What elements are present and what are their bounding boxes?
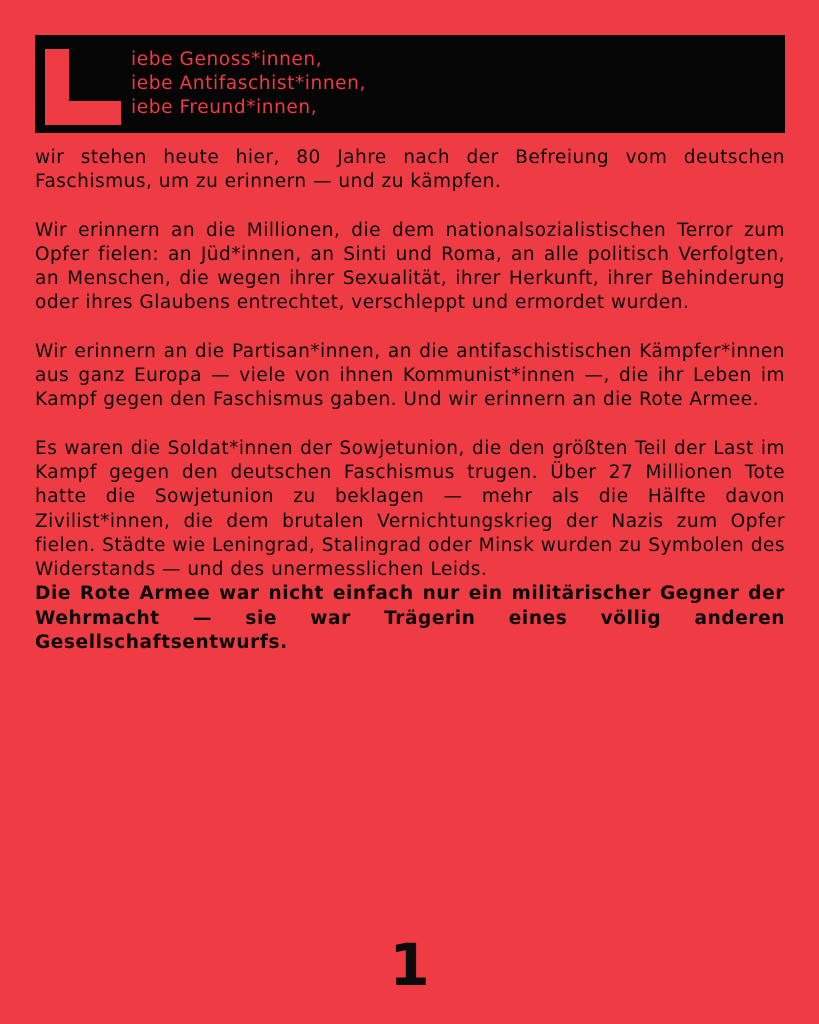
- salutation-line-3: iebe Freund*innen,: [131, 97, 318, 118]
- salutation-lines: [131, 48, 366, 120]
- salutation-header: [35, 35, 785, 133]
- initial-letter-l: [45, 49, 121, 125]
- paragraph-2: Wir erinnern an die Millionen, die dem nationalsozialistischen Terror zum Opfer fielen: an Jüd*innen, an Sinti und Roma, an alle politisch Verfolgten, an Menschen, die wegen ihrer Sexualität, ihrer Herkunft, ihrer Behinderung oder ihres Glaubens entrechtet, verschleppt und ermordet wurden.: [35, 219, 785, 314]
- paragraph-3: Wir erinnern an die Partisan*innen, an die antifaschistischen Kämpfer*innen aus ganz Europa — viele von ihnen Kommunist*innen —, die ihr Leben im Kampf gegen den Faschismus gaben. Und wir erinnern an die Rote Armee.: [35, 340, 785, 411]
- salutation-line-2: iebe Antifaschist*innen,: [131, 73, 366, 94]
- paragraph-1: wir stehen heute hier, 80 Jahre nach der Befreiung vom deutschen Faschismus, um zu erinnern — und zu kämpfen.: [35, 147, 785, 193]
- page-number: 1: [389, 931, 430, 999]
- bold-paragraph: Die Rote Armee war nicht einfach nur ein militärischer Gegner der Wehrmacht — sie war Trägerin eines völlig anderen Gesellschaftsentwurfs.: [35, 583, 785, 654]
- paragraph-4: Es waren die Soldat*innen der Sowjetunion, die den größten Teil der Last im Kampf gegen den deutschen Faschismus trugen. Über 27 Millionen Tote hatte die Sowjetunion zu beklagen — mehr als die Hälfte davon Zivilist*innen, die dem brutalen Vernichtungskrieg der Nazis zum Opfer fielen. Städte wie Leningrad, Stalingrad oder Minsk wurden zu Symbolen des Widerstands — und des unermesslichen Leids.: [35, 437, 785, 581]
- speech-body: [35, 146, 785, 655]
- salutation-line-1: iebe Genoss*innen,: [131, 49, 323, 70]
